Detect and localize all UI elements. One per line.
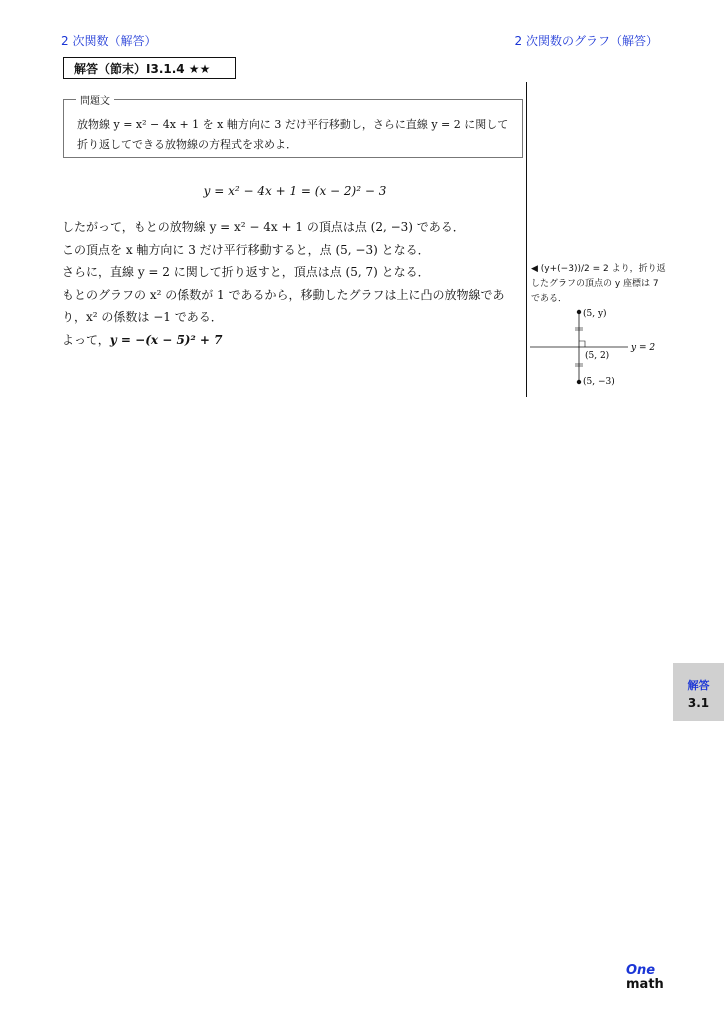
answer-prefix: よって，	[62, 332, 110, 347]
chapter-tab-label: 解答	[687, 679, 710, 692]
header-left: 2 次関数（解答）	[61, 34, 157, 48]
solution-line-1: したがって，もとの放物線 y = x² − 4x + 1 の頂点は点 (2, −3) である．	[62, 220, 465, 234]
logo-line-1: One	[626, 963, 656, 978]
point-bottom	[577, 380, 581, 384]
logo-line-2: math	[626, 977, 664, 992]
solution-line-5	[62, 329, 524, 352]
label-bottom: (5, −3)	[583, 377, 615, 387]
side-note: ◀ (y+(−3))/2 = 2 より，折り返したグラフの頂点の y 座標は 7 である．	[531, 264, 666, 304]
chapter-tab	[673, 663, 724, 721]
label-line: y = 2	[631, 343, 656, 353]
problem-text: 放物線 y = x² − 4x + 1 を x 軸方向に 3 だけ平行移動し，さらに直線 y = 2 に関して折り返してできる放物線の方程式を求めよ．	[77, 118, 509, 151]
solution-line-4: もとのグラフの x² の係数が 1 であるから，移動したグラフは上に凸の放物線であり，x² の係数は −1 である．	[62, 287, 505, 324]
point-top	[577, 310, 581, 314]
main-equation: y = x² − 4x + 1 = (x − 2)² − 3	[203, 184, 387, 198]
margin-divider	[526, 82, 527, 397]
label-mid: (5, 2)	[585, 351, 610, 361]
solution-body	[62, 216, 524, 351]
header-right: 2 次関数のグラフ（解答）	[514, 34, 658, 48]
solution-line-3: さらに，直線 y = 2 に関して折り返すと，頂点は点 (5, 7) となる．	[62, 265, 430, 279]
right-angle-mark	[579, 341, 585, 347]
problem-label: 問題文	[76, 92, 114, 107]
onemath-logo	[626, 964, 664, 992]
solution-line-2: この頂点を x 軸方向に 3 だけ平行移動すると，点 (5, −3) となる．	[62, 242, 430, 257]
problem-box	[63, 96, 523, 158]
label-top: (5, y)	[583, 309, 607, 319]
section-title-box: 解答（節末）I3.1.4 ★★	[63, 57, 236, 79]
chapter-tab-number: 3.1	[687, 696, 710, 710]
reflection-diagram	[528, 302, 668, 392]
final-answer: y = −(x − 5)² + 7	[109, 332, 223, 347]
